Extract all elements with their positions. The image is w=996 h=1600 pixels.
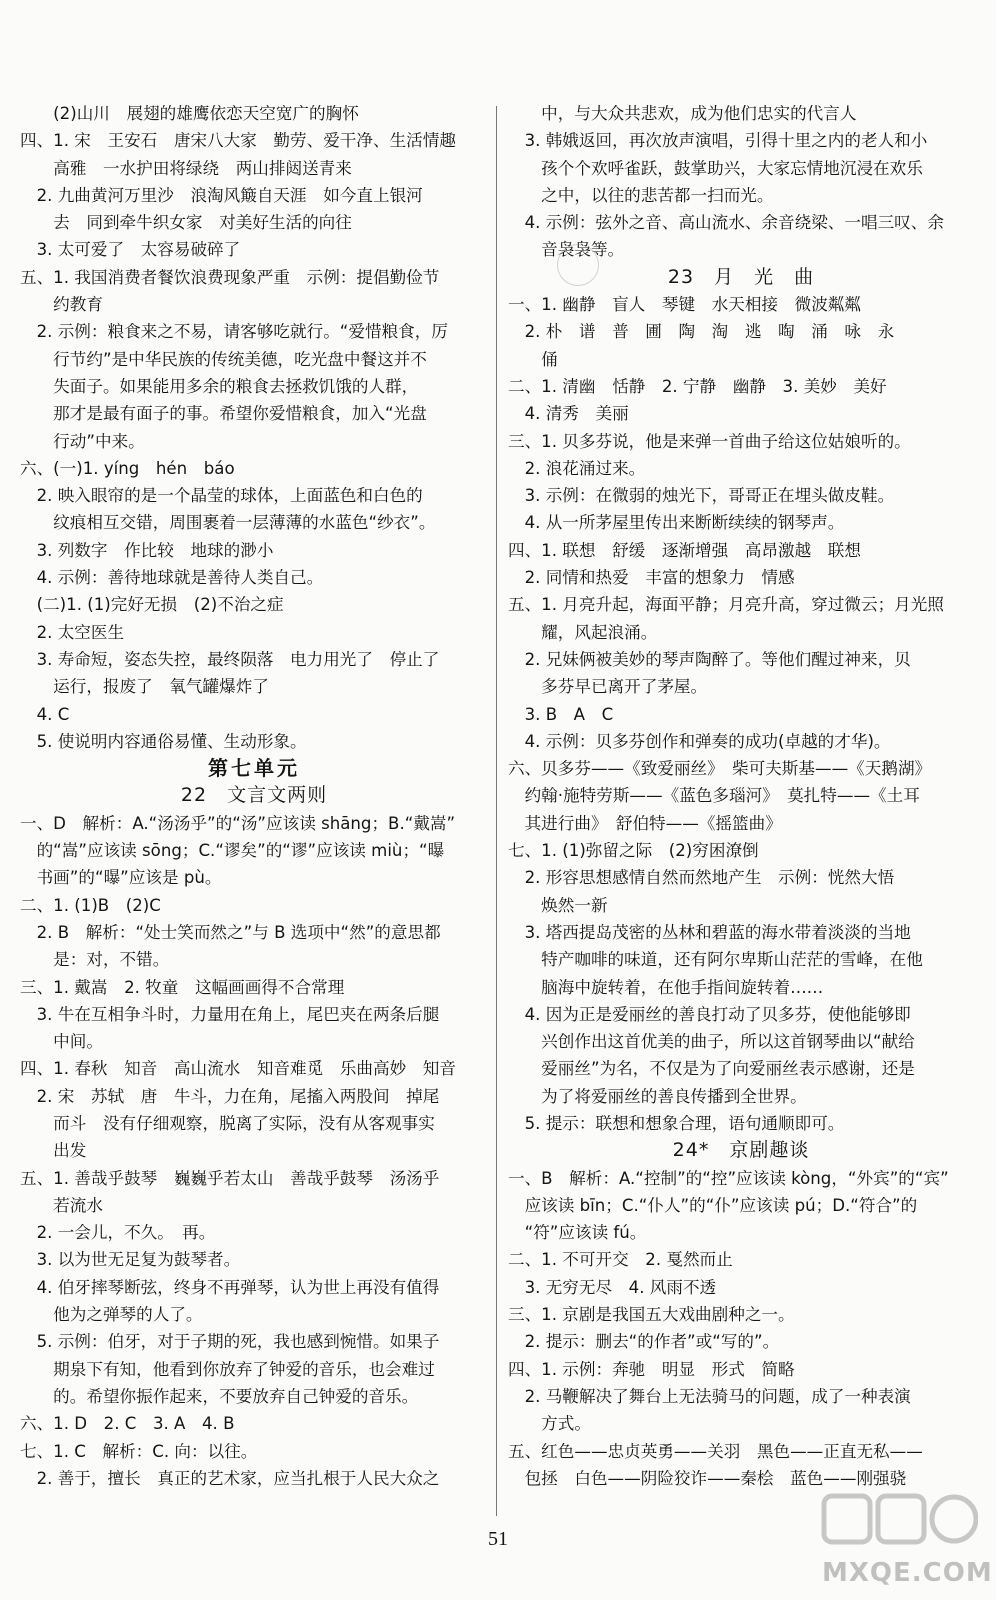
answer-line: 二、1. 清幽 恬静 2. 宁静 幽静 3. 美妙 美好 (508, 376, 887, 396)
answer-line: 4. 从一所茅屋里传出来断断续续的钢琴声。 (508, 513, 845, 533)
answer-line: 期泉下有知，他看到你放弃了钟爱的音乐，也会难过 (20, 1359, 435, 1379)
answer-line: 5. 示例：伯牙，对于子期的死，我也感到惋惜。如果子 (20, 1332, 440, 1352)
lesson-heading: 24* 京剧趣谈 (672, 1139, 810, 1162)
answer-line: 2. 浪花涌过来。 (508, 458, 646, 478)
answer-line: 4. 因为正是爱丽丝的善良打动了贝多芬，使他能够即 (508, 1004, 911, 1024)
answer-line: 2. 示例：粮食来之不易，请客够吃就行。“爱惜粮食，厉 (20, 322, 448, 342)
answer-line: 他为之弹琴的人了。 (20, 1305, 203, 1325)
answer-line: 三、1. 京剧是我国五大戏曲剧种之一。 (508, 1305, 795, 1325)
answer-line: 若流水 (20, 1195, 103, 1215)
answer-line: 俑 (508, 349, 558, 369)
answer-line: 2. 善于，擅长 真正的艺术家，应当扎根于人民大众之 (20, 1468, 440, 1488)
answer-line: 2. 形容思想感情自然而然地产生 示例：恍然大悟 (508, 868, 895, 888)
answer-line: 是：对，不错。 (20, 950, 170, 970)
page-number: 51 (488, 1528, 508, 1550)
answer-line: 行动”中来。 (20, 431, 145, 451)
answer-line: 其进行曲》 舒伯特——《摇篮曲》 (508, 813, 782, 833)
answer-line: 2. 朴 谱 普 圃 陶 淘 逃 啕 涌 咏 永 (508, 322, 895, 342)
answer-line: 包拯 白色——阴险狡诈——秦桧 蓝色——刚强骁 (508, 1468, 907, 1488)
answer-line: 3. 示例：在微弱的烛光下，哥哥正在埋头做皮鞋。 (508, 486, 895, 506)
answer-line: 方式。 (508, 1414, 591, 1434)
answer-line: “符”应该读 fú。 (508, 1223, 647, 1243)
answer-line: 六、(一)1. yíng hén báo (20, 458, 235, 478)
lesson-heading: 23 月 光 曲 (667, 265, 815, 288)
answer-line: 2. 同情和热爱 丰富的想象力 情感 (508, 568, 795, 588)
answer-line: 3. 韩娥返回，再次放声演唱，引得十里之内的老人和小 (508, 131, 928, 151)
answer-line: 4. 清秀 美丽 (508, 404, 629, 424)
answer-line: 2. 马鞭解决了舞台上无法骑马的问题，成了一种表演 (508, 1386, 911, 1406)
answer-line: 而斗 没有仔细观察，脱离了实际，没有从客观事实 (20, 1113, 435, 1133)
answer-line: 2. 太空医生 (20, 622, 125, 642)
unit-heading: 第七单元 (208, 756, 300, 781)
answer-line: 2. 提示：删去“的作者”或“写的”。 (508, 1332, 780, 1352)
answer-line: 兴创作出这首优美的曲子，所以这首钢琴曲以“献给 (508, 1032, 915, 1052)
answer-line: 约翰·施特劳斯——《蓝色多瑙河》 莫扎特——《土耳 (508, 786, 920, 806)
answer-line: 中间。 (20, 1032, 103, 1052)
answer-line: 七、1. C 解析：C. 向：以往。 (20, 1441, 258, 1461)
answer-line: 耀，风起浪涌。 (508, 622, 658, 642)
answer-line: 五、红色——忠贞英勇——关羽 黑色——正直无私—— (508, 1441, 923, 1461)
answer-line: 音袅袅等。 (508, 240, 625, 260)
answer-line: 3. 牛在互相争斗时，力量用在角上，尾巴夹在两条后腿 (20, 1004, 440, 1024)
answer-line: 三、1. 贝多芬说，他是来弹一首曲子给这位姑娘听的。 (508, 431, 911, 451)
answer-line: 出发 (20, 1141, 87, 1161)
answer-line: 一、D 解析：A.“汤汤乎”的“汤”应该读 shāng；B.“戴嵩” (20, 813, 456, 833)
answer-line: 四、1. 春秋 知音 高山流水 知音难觅 乐曲高妙 知音 (20, 1059, 456, 1079)
answer-line: 焕然一新 (508, 895, 608, 915)
answer-line: (二)1. (1)完好无损 (2)不治之症 (20, 595, 284, 615)
answer-line: 六、贝多芬——《致爱丽丝》 柴可夫斯基——《天鹅湖》 (508, 759, 932, 779)
answer-line: 七、1. (1)弥留之际 (2)穷困潦倒 (508, 841, 759, 861)
answer-line: 2. B 解析：“处士笑而然之”与 B 选项中“然”的意思都 (20, 922, 441, 942)
answer-line: 多芬早已离开了茅屋。 (508, 677, 708, 697)
stamp-seal (557, 244, 599, 286)
answer-line: 四、1. 联想 舒缓 逐渐增强 高昂激越 联想 (508, 540, 861, 560)
answer-line: 2. 映入眼帘的是一个晶莹的球体，上面蓝色和白色的 (20, 486, 423, 506)
answer-line: 孩个个欢呼雀跃，鼓掌助兴，大家忘情地沉浸在欢乐 (508, 158, 923, 178)
answer-line: 应该读 bīn；C.“仆人”的“仆”应该读 pú；D.“符合”的 (508, 1195, 918, 1215)
answer-line: 爱丽丝”为名，不仅是为了向爱丽丝表示感谢，还是 (508, 1059, 915, 1079)
answer-line: 一、1. 幽静 盲人 琴键 水天相接 微波粼粼 (508, 295, 861, 315)
watermark-text: MXQE.COM (822, 1558, 993, 1588)
answer-line: 五、1. 我国消费者餐饮浪费现象严重 示例：提倡勤俭节 (20, 267, 440, 287)
answer-line: 5. 提示：联想和想象合理，语句通顺即可。 (508, 1113, 845, 1133)
lesson-heading: 22 文言文两则 (180, 784, 328, 807)
answer-line: 之中，以往的悲苦都一扫而光。 (508, 185, 774, 205)
answer-line: 3. 寿命短，姿态失控，最终陨落 电力用光了 停止了 (20, 649, 440, 669)
answer-line: 书画”的“曝”应该是 pù。 (20, 868, 222, 888)
answer-line: 纹痕相互交错，周围裹着一层薄薄的水蓝色“纱衣”。 (20, 513, 436, 533)
answer-line: 高雅 一水护田将绿绕 两山排闼送青来 (20, 158, 352, 178)
answer-line: 3. 塔西提岛茂密的丛林和碧蓝的海水带着淡淡的当地 (508, 922, 911, 942)
answer-line: 2. 一会儿，不久。 再。 (20, 1223, 216, 1243)
right-column (508, 100, 974, 1492)
answer-line: 约教育 (20, 295, 103, 315)
answer-line: 2. 九曲黄河万里沙 浪淘风簸自天涯 如今直上银河 (20, 185, 423, 205)
answer-line: 一、B 解析：A.“控制”的“控”应该读 kòng，“外宾”的“宾” (508, 1168, 949, 1188)
answer-line: 六、1. D 2. C 3. A 4. B (20, 1414, 235, 1434)
answer-line: 运行，报废了 氧气罐爆炸了 (20, 677, 269, 697)
answer-line: 四、1. 宋 王安石 唐宋八大家 勤劳、爱干净、生活情趣 (20, 131, 456, 151)
answer-line: 3. 列数字 作比较 地球的渺小 (20, 540, 274, 560)
answer-line: 3. 太可爱了 太容易破碎了 (20, 240, 241, 260)
answer-line: (2)山川 展翅的雄鹰依恋天空宽广的胸怀 (20, 104, 359, 123)
answer-line: 三、1. 戴嵩 2. 牧童 这幅画画得不合常理 (20, 977, 345, 997)
answer-line: 四、1. 示例：奔驰 明显 形式 简略 (508, 1359, 795, 1379)
answer-line: 2. 兄妹俩被美妙的琴声陶醉了。等他们醒过神来，贝 (508, 649, 911, 669)
answer-line: 5. 使说明内容通俗易懂、生动形象。 (20, 731, 307, 751)
answer-line: 那才是最有面子的事。希望你爱惜粮食，加入“光盘 (20, 404, 427, 424)
answer-line: 4. 示例：弦外之音、高山流水、余音绕梁、一唱三叹、余 (508, 213, 944, 233)
answer-line: 的。希望你振作起来，不要放弃自己钟爱的音乐。 (20, 1386, 419, 1406)
answer-line: 二、1. (1)B (2)C (20, 895, 161, 915)
answer-line: 3. 无穷无尽 4. 风雨不透 (508, 1277, 717, 1297)
column-divider (496, 106, 497, 1516)
answer-line: 4. 示例：善待地球就是善待人类自己。 (20, 568, 324, 588)
answer-line: 失面子。如果能用多余的粮食去拯救饥饿的人群， (20, 376, 419, 396)
answer-line: 特产咖啡的味道，还有阿尔卑斯山茫茫的雪峰，在他 (508, 950, 923, 970)
answer-line: 去 同到牵牛织女家 对美好生活的向往 (20, 213, 352, 233)
left-column (20, 100, 488, 1492)
answer-line: 脑海中旋转着，在他手指间旋转着…… (508, 977, 824, 997)
answer-line: 五、1. 月亮升起，海面平静；月亮升高，穿过微云；月光照 (508, 595, 944, 615)
answer-line: 行节约”是中华民族的传统美德，吃光盘中餐这并不 (20, 349, 427, 369)
answer-line: 的“嵩”应该读 sōng；C.“谬矣”的“谬”应该读 miù；“曝 (20, 841, 445, 861)
answer-line: 3. 以为世无足复为鼓琴者。 (20, 1250, 241, 1270)
answer-line: 为了将爱丽丝的善良传播到全世界。 (508, 1086, 807, 1106)
answer-line: 4. C (20, 704, 70, 724)
answer-line: 二、1. 不可开交 2. 戛然而止 (508, 1250, 733, 1270)
answer-line: 2. 宋 苏轼 唐 牛斗，力在角，尾搐入两股间 掉尾 (20, 1086, 440, 1106)
answer-line: 中，与大众共悲欢，成为他们忠实的代言人 (508, 104, 857, 123)
answer-line: 五、1. 善哉乎鼓琴 巍巍乎若太山 善哉乎鼓琴 汤汤乎 (20, 1168, 440, 1188)
answer-line: 3. B A C (508, 704, 614, 724)
answer-line: 4. 示例：贝多芬创作和弹奏的成功(卓越的才华)。 (508, 731, 891, 751)
answer-line: 4. 伯牙摔琴断弦，终身不再弹琴，认为世上再没有值得 (20, 1277, 440, 1297)
